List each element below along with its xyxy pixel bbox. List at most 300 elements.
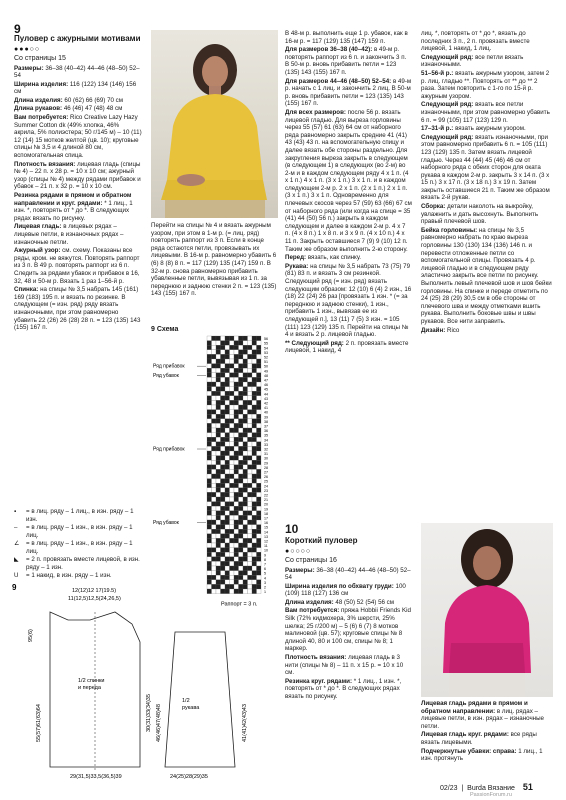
chart-cell: [248, 502, 253, 507]
chart-cell: [216, 520, 221, 525]
chart-cell: [207, 502, 212, 507]
c4-para: [421, 125, 553, 133]
chart-cell: [234, 345, 239, 350]
cap-para-text: 1 лиц., 1 изн. протянуть: [421, 747, 543, 763]
p9-para: [14, 192, 142, 222]
chart-row-number: 29: [264, 461, 268, 466]
chart-cell: [221, 488, 226, 493]
chart-cell: [207, 529, 212, 534]
c4-para-heading: 51–56-й р.:: [421, 69, 454, 77]
chart-cell: [252, 479, 257, 484]
chart-cell: [239, 433, 244, 438]
pattern-10-continued: [421, 700, 553, 764]
chart-cell: [225, 359, 230, 364]
c4-para-text: все петли вязать изнаночными.: [421, 53, 524, 69]
chart-cell: [221, 368, 226, 373]
chart-cell: [239, 391, 244, 396]
c3-para-text: в 49-м р. начать с 1 лиц. и закончить 2 лиц. В 50-м р. вновь прибавить петли = 123 (135) 143 (155) 167 п.: [285, 77, 412, 108]
p9-para-text: 116 (122) 134 (146) 156 см: [14, 80, 137, 96]
chart-cell: [243, 511, 248, 516]
chart-cell: [212, 437, 217, 442]
p9-para-heading: Плотность вязания:: [14, 160, 76, 168]
chart-cell: [234, 520, 239, 525]
chart-cell: [257, 469, 262, 474]
chart-cell: [248, 387, 253, 392]
chart-row-number: 45: [264, 387, 268, 392]
p10-para-heading: Длина изделия:: [285, 598, 334, 606]
chart-cell: [252, 456, 257, 461]
chart-cell: [248, 354, 253, 359]
c3-para-text: В 48-м р. выполнить еще 1 р. убавок, как в 16-м р. = 117 (129) 135 (147) 159 п.: [285, 30, 408, 45]
chart-cell: [230, 492, 235, 497]
chart-cell: [212, 336, 217, 341]
chart-cell: [225, 506, 230, 511]
chart-cell: [225, 483, 230, 488]
chart-cell: [252, 414, 257, 419]
chart-cell: [230, 410, 235, 415]
chart-cell: [234, 419, 239, 424]
chart-cell: [234, 456, 239, 461]
chart-cell: [239, 488, 244, 493]
chart-cell: [252, 428, 257, 433]
chart-cell: [212, 506, 217, 511]
chart-cell: [234, 341, 239, 346]
p10-para: [285, 583, 413, 598]
chart-cell: [252, 350, 257, 355]
chart-cell: [234, 534, 239, 539]
chart-cell: [216, 341, 221, 346]
chart-cell: [257, 414, 262, 419]
chart-cell: [212, 382, 217, 387]
chart-cell: [207, 428, 212, 433]
chart-row-number: 28: [264, 465, 268, 470]
svg-text:1/2рукава: 1/2 рукава: [182, 698, 200, 711]
p9-para-heading: Длина рукавов:: [14, 105, 63, 113]
chart-cell: [239, 350, 244, 355]
chart-cell: [243, 391, 248, 396]
chart-cell: [234, 423, 239, 428]
chart-cell: [216, 460, 221, 465]
chart-cell: [230, 428, 235, 433]
chart-cell: [212, 557, 217, 562]
chart-cell: [239, 377, 244, 382]
chart-cell: [221, 396, 226, 401]
chart-cell: [221, 548, 226, 553]
scheme-left-dims: 55(57)61(63)64: [36, 704, 42, 742]
c4-para-text: на спицы № 3,5 равномерно набрать по краю выреза горловины 130 (130) 134 (136) 146 п. и перевести отложенные петли со вспомогательной спицы. Провязать 4 р. лицевой гладью и в следующем ряду эластично закрыть все петли по рисунку. Выполнить левый плечевой шов и шов бейки горловины. На спинке и переде отметить по 24 (25) 28 (29) 30,5 см в обе стороны от плечевого шва и между отметками вшить рукава. Выполнить боковые швы и швы рукавов. Все нити заправить.: [421, 226, 552, 325]
chart-cell: [207, 474, 212, 479]
chart-row-number: 11: [264, 544, 268, 549]
chart-cell: [207, 497, 212, 502]
p9-para-heading: Размеры:: [14, 64, 44, 72]
chart-row-number: 31: [264, 452, 268, 457]
chart-cell: [230, 437, 235, 442]
chart-cell: [257, 566, 262, 571]
chart-cell: [243, 529, 248, 534]
chart-cell: [243, 400, 248, 405]
chart-cell: [243, 382, 248, 387]
chart-cell: [248, 423, 253, 428]
chart-cell: [234, 566, 239, 571]
chart-cell: [207, 414, 212, 419]
chart-cell: [234, 364, 239, 369]
chart-cell: [234, 488, 239, 493]
chart-cell: [216, 515, 221, 520]
chart-cell: [257, 446, 262, 451]
chart-cell: [248, 451, 253, 456]
chart-cell: [252, 492, 257, 497]
chart-cell: [216, 483, 221, 488]
chart-row-number: 55: [264, 341, 268, 346]
chart-row-number: 48: [264, 373, 268, 378]
chart-cell: [239, 400, 244, 405]
chart-heading: 9 Схема: [151, 326, 179, 333]
chart-cell: [252, 410, 257, 415]
c4-para-text: вязать изнаночными, при этом равномерно прибавить 6 п. = 105 (111) 123 (129) 135 п. Затем вязать лицевой гладью. Через 44 (44) 45 (46) 46 см от наборного ряда с обеих сторон для оката рукава в каждом 2-м р. закрыть 3 x 14 п. (3 x 15 п.) 3 x 17 п. (3 x 18 п.) 3 x 19 п. Затем закрыть оставшиеся 21 п. Таким же образом вязать 2-й рукав.: [421, 133, 550, 202]
chart-cell: [225, 548, 230, 553]
chart-cell: [257, 433, 262, 438]
chart-cell: [248, 396, 253, 401]
chart-cell: [252, 506, 257, 511]
chart-cell: [216, 561, 221, 566]
chart-cell: [234, 483, 239, 488]
chart-cell: [225, 387, 230, 392]
c4-para: [421, 134, 553, 202]
chart-cell: [239, 446, 244, 451]
chart-cell: [248, 364, 253, 369]
chart-cell: [207, 511, 212, 516]
pattern-9-title: Пуловер с ажурными мотивами: [14, 34, 141, 43]
chart-cell: [207, 350, 212, 355]
chart-cell: [207, 446, 212, 451]
chart-cell: [230, 469, 235, 474]
chart-row-number: 54: [264, 346, 268, 351]
chart-cell: [239, 502, 244, 507]
c3-para: [285, 109, 412, 253]
chart-cell: [216, 437, 221, 442]
chart-cell: [248, 456, 253, 461]
page-reference: Со страницы 15: [14, 54, 66, 62]
chart-cell: [243, 538, 248, 543]
p9-para: [14, 161, 142, 191]
chart-cell: [257, 525, 262, 530]
chart-cell: [252, 400, 257, 405]
chart-cell: [248, 377, 253, 382]
chart-cell: [221, 575, 226, 580]
chart-cell: [234, 428, 239, 433]
chart-cell: [207, 575, 212, 580]
chart-cell: [225, 354, 230, 359]
chart-cell: [239, 483, 244, 488]
c4-para: [421, 70, 553, 100]
chart-cell: [230, 515, 235, 520]
chart-cell: [225, 405, 230, 410]
chart-cell: [230, 561, 235, 566]
symbol-legend: [14, 508, 144, 580]
chart-cell: [212, 377, 217, 382]
p10-para: [285, 567, 413, 582]
c4-para-text: детали наколоть на выкройку, увлажнить и дать высохнуть. Выполнить правый плечевой шов.: [421, 203, 539, 226]
chart-cell: [257, 345, 262, 350]
chart-cell: [257, 451, 262, 456]
chart-cell: [257, 410, 262, 415]
c3-para-heading: Для размеров 36–38 (40–42):: [285, 46, 373, 54]
chart-row-number: 19: [264, 507, 268, 512]
chart-cell: [230, 456, 235, 461]
chart-cell: [216, 511, 221, 516]
chart-cell: [243, 442, 248, 447]
chart-cell: [216, 377, 221, 382]
chart-row-number: 12: [264, 539, 268, 544]
chart-cell: [212, 391, 217, 396]
chart-cell: [248, 336, 253, 341]
chart-cell: [225, 428, 230, 433]
c4-para-text: Rico: [445, 326, 460, 334]
p9-para-text: см. схему. Показаны все ряды, кром. не вяжутся. Повторять раппорт из 3 п. В 49 р. повторять раппорт из 6 п. Следить за рядами убавок и прибавок в 16, 32, 48 и 50-м р. Вязать 1 раз 1–56-й р.: [14, 247, 140, 285]
chart-row-number: 22: [264, 493, 268, 498]
chart-cell: [212, 497, 217, 502]
chart-cell: [239, 354, 244, 359]
chart-cell: [225, 488, 230, 493]
chart-cell: [225, 368, 230, 373]
chart-cell: [248, 474, 253, 479]
chart-row-number: 41: [264, 406, 268, 411]
chart-cell: [225, 520, 230, 525]
chart-cell: [239, 548, 244, 553]
chart-cell: [221, 552, 226, 557]
chart-cell: [248, 437, 253, 442]
chart-cell: [252, 446, 257, 451]
chart-cell: [252, 525, 257, 530]
scheme-sleeve-label: 1/2: [182, 698, 190, 704]
chart-cell: [243, 345, 248, 350]
chart-cell: [239, 497, 244, 502]
chart-cell: [243, 373, 248, 378]
chart-cell: [243, 437, 248, 442]
chart-cell: [230, 557, 235, 562]
chart-cell: [212, 345, 217, 350]
chart-cell: [243, 497, 248, 502]
chart-cell: [225, 377, 230, 382]
chart-cell: [243, 515, 248, 520]
c4-para-heading: Сборка:: [421, 203, 446, 211]
chart-cell: [257, 341, 262, 346]
chart-cell: [257, 492, 262, 497]
chart-cell: [239, 336, 244, 341]
p10-para-heading: Плотность вязания:: [285, 654, 347, 662]
scheme-sleeve-bottom: 24(25)28(29)35: [170, 774, 208, 780]
chart-cell: [252, 336, 257, 341]
chart-cell: [230, 359, 235, 364]
chart-cell: [216, 446, 221, 451]
chart-cell: [234, 414, 239, 419]
chart-row-number: 36: [264, 429, 268, 434]
chart-cell: [234, 492, 239, 497]
chart-cell: [230, 423, 235, 428]
chart-cell: [207, 456, 212, 461]
chart-cell: [230, 336, 235, 341]
chart-cell: [207, 469, 212, 474]
chart-cell: [230, 511, 235, 516]
chart-cell: [230, 345, 235, 350]
chart-row-number: 30: [264, 456, 268, 461]
chart-cell: [221, 419, 226, 424]
chart-cell: [234, 446, 239, 451]
chart-rapport-label: Раппорт = 3 п.: [221, 601, 258, 608]
chart-cell: [230, 405, 235, 410]
pattern-10-title: Короткий пуловер: [285, 536, 358, 545]
p10-para-heading: Размеры:: [285, 566, 315, 574]
chart-cell: [252, 538, 257, 543]
chart-cell: [248, 433, 253, 438]
chart-cell: [221, 502, 226, 507]
chart-cell: [252, 552, 257, 557]
legend-row: [14, 572, 144, 580]
chart-cell: [207, 336, 212, 341]
chart-cell: [243, 561, 248, 566]
chart-cell: [257, 396, 262, 401]
chart-cell: [252, 373, 257, 378]
page-reference-10: Со страницы 16: [285, 556, 337, 564]
chart-cell: [221, 387, 226, 392]
legend-row: [14, 540, 144, 556]
chart-cell: [212, 396, 217, 401]
chart-cell: [248, 557, 253, 562]
chart-cell: [257, 405, 262, 410]
chart-cell: [239, 515, 244, 520]
chart-cell: [216, 529, 221, 534]
chart-row-number: 27: [264, 470, 268, 475]
chart-cell: [257, 511, 262, 516]
chart-cell: [216, 543, 221, 548]
chart-cell: [216, 488, 221, 493]
chart-cell: [225, 433, 230, 438]
chart-cell: [216, 575, 221, 580]
chart-cell: [221, 364, 226, 369]
chart-cell: [225, 345, 230, 350]
chart-cell: [252, 345, 257, 350]
chart-cell: [234, 405, 239, 410]
chart-cell: [212, 433, 217, 438]
chart-cell: [207, 557, 212, 562]
chart-cell: [239, 451, 244, 456]
chart-cell: [212, 525, 217, 530]
chart-cell: [225, 529, 230, 534]
chart-cell: [230, 391, 235, 396]
chart-cell: [225, 446, 230, 451]
chart-cell: [239, 341, 244, 346]
chart-cell: [239, 364, 244, 369]
chart-cell: [248, 575, 253, 580]
chart-cell: [207, 515, 212, 520]
chart-cell: [234, 396, 239, 401]
chart-cell: [239, 405, 244, 410]
chart-cell: [239, 345, 244, 350]
chart-cell: [207, 341, 212, 346]
chart-cell: [221, 451, 226, 456]
chart-cell: [234, 354, 239, 359]
cap-para: [421, 731, 553, 746]
chart-cell: [248, 552, 253, 557]
chart-cell: [207, 437, 212, 442]
chart-cell: [252, 354, 257, 359]
chart-cell: [248, 419, 253, 424]
pattern-number-10: 10: [285, 522, 299, 536]
chart-cell: [243, 364, 248, 369]
chart-cell: [212, 460, 217, 465]
p9-para: [14, 105, 142, 113]
p9-para-text: лицевая гладь (спицы № 4) – 22 п. x 28 р. = 10 x 10 см; ажурный узор (спицы № 4) между рядами прибавок и убавок – 21 п. x 32 р. = 10 x 10 см.: [14, 160, 141, 191]
chart-row-number: 46: [264, 383, 268, 388]
chart-row-number: 34: [264, 438, 268, 443]
chart-cell: [234, 474, 239, 479]
chart-cell: [207, 488, 212, 493]
scheme-top-dims-2: 11(12,5)12,5(24,26,5): [68, 596, 121, 602]
chart-cell: [248, 446, 253, 451]
chart-cell: [248, 543, 253, 548]
chart-cell: [252, 520, 257, 525]
chart-cell: [248, 488, 253, 493]
c3-para-text: на спицы № 3,5 набрать 73 (75) 79 (81) 83 п. и вязать 3 см резинкой. Следующий ряд (= изн. ряд) вязать следующим образом: 12 (10) 6 (4) 2 изн., 16 (18) 22 (24) 26 раз [провязать 1 изн. * (= за переднюю и заднюю стенки), 1 изн., прибавить 1 изн., вывязав ее из следующей п.], 13 (11) 7 (5) 3 изн. = 105 (111) 123 (129) 135 п. Перейти на спицы № 4 и вязать 2 р. лицевой гладью.: [285, 262, 412, 339]
chart-cell: [248, 520, 253, 525]
chart-cell: [212, 543, 217, 548]
chart-cell: [243, 410, 248, 415]
c4-para-heading: 17–31-й р.:: [421, 125, 454, 133]
legend-text: = в лиц. ряду – 1 лиц., в изн. ряду – 1 изн.: [26, 508, 134, 523]
chart-cell: [239, 423, 244, 428]
chart-cell: [221, 350, 226, 355]
chart-cell: [207, 534, 212, 539]
chart-cell: [221, 515, 226, 520]
chart-cell: [239, 520, 244, 525]
chart-cell: [225, 350, 230, 355]
chart-cell: [207, 359, 212, 364]
chart-cell: [234, 511, 239, 516]
chart-cell: [216, 373, 221, 378]
chart-cell: [230, 529, 235, 534]
p10-para-heading: Ширина изделия по обхвату груди:: [285, 582, 394, 590]
chart-row-number: 52: [264, 355, 268, 360]
chart-cell: [212, 350, 217, 355]
chart-cell: [230, 396, 235, 401]
p10-para-text: пряжа Hobbii Friends Kid Silk (72% кидмохера, 3% шерсти, 25% шелка; 25 г/200 м) – 5 (6) 6 (7) 8 мотков малиновой (цв. 57); круговые спицы № 8 длиной 40, 80 и 100 см, спицы № 8; 1 маркер.: [285, 607, 411, 653]
chart-cell: [248, 511, 253, 516]
chart-cell: [230, 451, 235, 456]
chart-cell: [234, 479, 239, 484]
chart-cell: [216, 414, 221, 419]
chart-cell: [221, 373, 226, 378]
chart-cell: [243, 479, 248, 484]
c3-para-heading: Перед:: [285, 254, 307, 262]
chart-cell: [230, 548, 235, 553]
chart-cell: [248, 469, 253, 474]
chart-cell: [248, 345, 253, 350]
chart-cell: [239, 492, 244, 497]
chart-cell: [243, 428, 248, 433]
p10-para-text: лицевая гладь в 3 нити (спицы № 8) – 11 п. x 15 р. = 10 x 10 см.: [285, 654, 404, 677]
chart-cell: [212, 400, 217, 405]
chart-cell: [257, 502, 262, 507]
chart-cell: [212, 442, 217, 447]
chart-cell: [216, 479, 221, 484]
chart-cell: [207, 364, 212, 369]
chart-cell: [243, 387, 248, 392]
chart-cell: [221, 571, 226, 576]
p9-para-heading: Вам потребуется:: [14, 114, 69, 122]
chart-cell: [234, 525, 239, 530]
chart-cell: [257, 465, 262, 470]
chart-cell: [207, 479, 212, 484]
